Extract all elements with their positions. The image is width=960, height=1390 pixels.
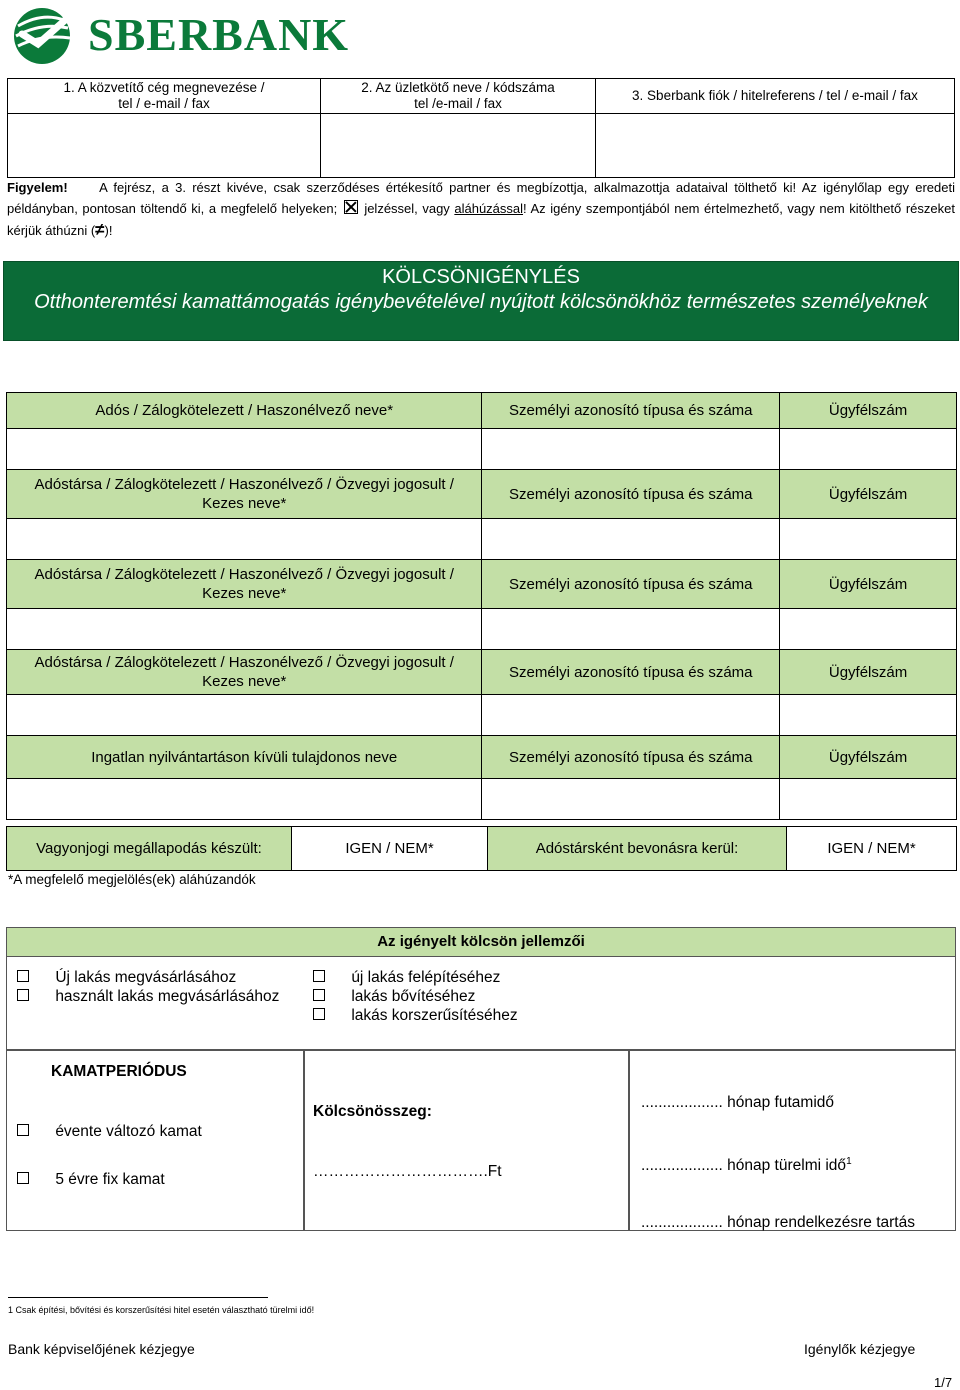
notice-text: Figyelem! A fejrész, a 3. részt kivéve, csak szerződéses értékesítő partner és megbízottja, alkalmazottja adataival tölthető ki! Az igénylőlap egy eredeti példányban, pontosan töltendő ki, a megfelelő helyeken; jelzéssel, vagy aláhúzással! Az igény szempontjából nem értelmezhető, vagy nem kitölthető részeket kérjük áthúzni (≠)! [7, 180, 955, 239]
divider [7, 1049, 955, 1051]
codebtor-label: Adóstársa / Zálogkötelezett / Haszonélvező / Özvegyi jogosult / Kezes neve* [7, 470, 482, 519]
debtor-id-field[interactable] [482, 429, 780, 470]
brand-name: SBERBANK [88, 9, 350, 60]
codebtor-name-field[interactable] [7, 519, 482, 560]
codebtor-client-number-field[interactable] [780, 519, 957, 560]
client-number-label: Ügyfélszám [780, 650, 957, 695]
property-agreement-yes-no[interactable]: IGEN / NEM* [292, 827, 488, 871]
id-type-label: Személyi azonosító típusa és száma [482, 393, 780, 429]
codebtor-involved-yes-no[interactable]: IGEN / NEM* [787, 827, 957, 871]
loan-characteristics-box [6, 927, 956, 1231]
debtor-label: Adós / Zálogkötelezett / Haszonélvező neve* [7, 393, 482, 429]
codebtor-id-field[interactable] [482, 695, 780, 736]
checkbox-icon[interactable] [17, 1172, 29, 1184]
loan-amount-label: Kölcsönösszeg: [313, 1103, 432, 1120]
agent-field[interactable] [321, 114, 596, 178]
client-number-label: Ügyfélszám [780, 393, 957, 429]
loan-characteristics-header: Az igényelt kölcsön jellemzői [7, 928, 955, 957]
loan-amount-field[interactable]: …………………………….Ft [313, 1163, 502, 1180]
term-field: ................... [641, 1094, 723, 1111]
divider [628, 1049, 630, 1230]
checkbox-icon[interactable] [313, 970, 325, 982]
purpose-new-purchase[interactable]: Új lakás megvásárlásához [17, 968, 236, 987]
agent-header: 2. Az üzletkötő neve / kódszáma tel /e-mail / fax [321, 79, 596, 114]
term-row[interactable]: ................... hónap futamidő [641, 1094, 834, 1111]
id-type-label: Személyi azonosító típusa és száma [482, 736, 780, 779]
debtor-name-field[interactable] [7, 429, 482, 470]
owner-id-field[interactable] [482, 779, 780, 820]
checkbox-icon[interactable] [17, 970, 29, 982]
codebtor-client-number-field[interactable] [780, 695, 957, 736]
applicants-signature-label: Igénylők kézjegye [804, 1341, 916, 1357]
footnote-divider [8, 1297, 268, 1298]
codebtor-name-field[interactable] [7, 609, 482, 650]
page-number: 1/7 [934, 1375, 953, 1390]
purpose-modernization[interactable]: lakás korszerűsítéséhez [313, 1006, 518, 1025]
codebtor-label: Adóstársa / Zálogkötelezett / Haszonélvező / Özvegyi jogosult / Kezes neve* [7, 560, 482, 609]
interest-period-title: KAMATPERIÓDUS [51, 1063, 187, 1080]
bank-signature-label: Bank képviselőjének kézjegye [8, 1341, 195, 1357]
period-variable[interactable]: évente változó kamat [17, 1122, 202, 1141]
codebtor-involved-label: Adóstársként bevonásra kerül: [488, 827, 787, 871]
property-agreement-label: Vagyonjogi megállapodás készült: [7, 827, 292, 871]
intermediary-header: 1. A közvetítő cég megnevezése / tel / e-mail / fax [8, 79, 321, 114]
contact-table [7, 78, 955, 178]
x-mark-icon [344, 200, 358, 214]
id-type-label: Személyi azonosító típusa és száma [482, 650, 780, 695]
client-number-label: Ügyfélszám [780, 560, 957, 609]
purpose-extension[interactable]: lakás bővítéséhez [313, 987, 475, 1006]
checkbox-icon[interactable] [313, 1008, 325, 1020]
owner-name-field[interactable] [7, 779, 482, 820]
owner-client-number-field[interactable] [780, 779, 957, 820]
codebtor-id-field[interactable] [482, 609, 780, 650]
period-fixed-5y[interactable]: 5 évre fix kamat [17, 1170, 165, 1189]
persons-table [6, 392, 957, 820]
purpose-new-build[interactable]: új lakás felépítéséhez [313, 968, 500, 987]
codebtor-label: Adóstársa / Zálogkötelezett / Haszonélvező / Özvegyi jogosult / Kezes neve* [7, 650, 482, 695]
checkbox-icon[interactable] [17, 989, 29, 1001]
codebtor-client-number-field[interactable] [780, 609, 957, 650]
divider [303, 1049, 305, 1230]
intermediary-field[interactable] [8, 114, 321, 178]
notice-label: Figyelem! [7, 180, 68, 195]
client-number-label: Ügyfélszám [780, 470, 957, 519]
sberbank-logo [8, 4, 349, 66]
form-subtitle: Otthonteremtési kamattámogatás igénybevételével nyújtott kölcsönökhöz természetes személyeknek [34, 291, 928, 313]
id-type-label: Személyi azonosító típusa és száma [482, 470, 780, 519]
form-title-banner [3, 261, 959, 341]
codebtor-id-field[interactable] [482, 519, 780, 560]
branch-field[interactable] [596, 114, 955, 178]
branch-header: 3. Sberbank fiók / hitelreferens / tel / e-mail / fax [596, 79, 955, 114]
codebtor-name-field[interactable] [7, 695, 482, 736]
client-number-label: Ügyfélszám [780, 736, 957, 779]
id-type-label: Személyi azonosító típusa és száma [482, 560, 780, 609]
owner-label: Ingatlan nyilvántartáson kívüli tulajdonos neve [7, 736, 482, 779]
grace-field: ................... [641, 1157, 723, 1175]
availability-field: ................... [641, 1214, 723, 1231]
agreement-table [6, 826, 957, 871]
footnote: 1 Csak építési, bővítési és korszerűsítési hitel esetén választható türelmi idő! [8, 1305, 315, 1315]
checkbox-icon[interactable] [17, 1124, 29, 1136]
grace-row[interactable]: ................... hónap türelmi idő$^1$ [641, 1156, 852, 1175]
debtor-client-number-field[interactable] [780, 429, 957, 470]
availability-row[interactable]: ................... hónap rendelkezésre tartás [641, 1214, 915, 1231]
underline-note: *A megfelelő megjelölés(ek) aláhúzandók [8, 872, 256, 887]
checkbox-icon[interactable] [313, 989, 325, 1001]
purpose-used-purchase[interactable]: használt lakás megvásárlásához [17, 987, 279, 1006]
sberbank-emblem-icon [8, 4, 78, 66]
form-title: KÖLCSÖNIGÉNYLÉS [382, 266, 580, 288]
